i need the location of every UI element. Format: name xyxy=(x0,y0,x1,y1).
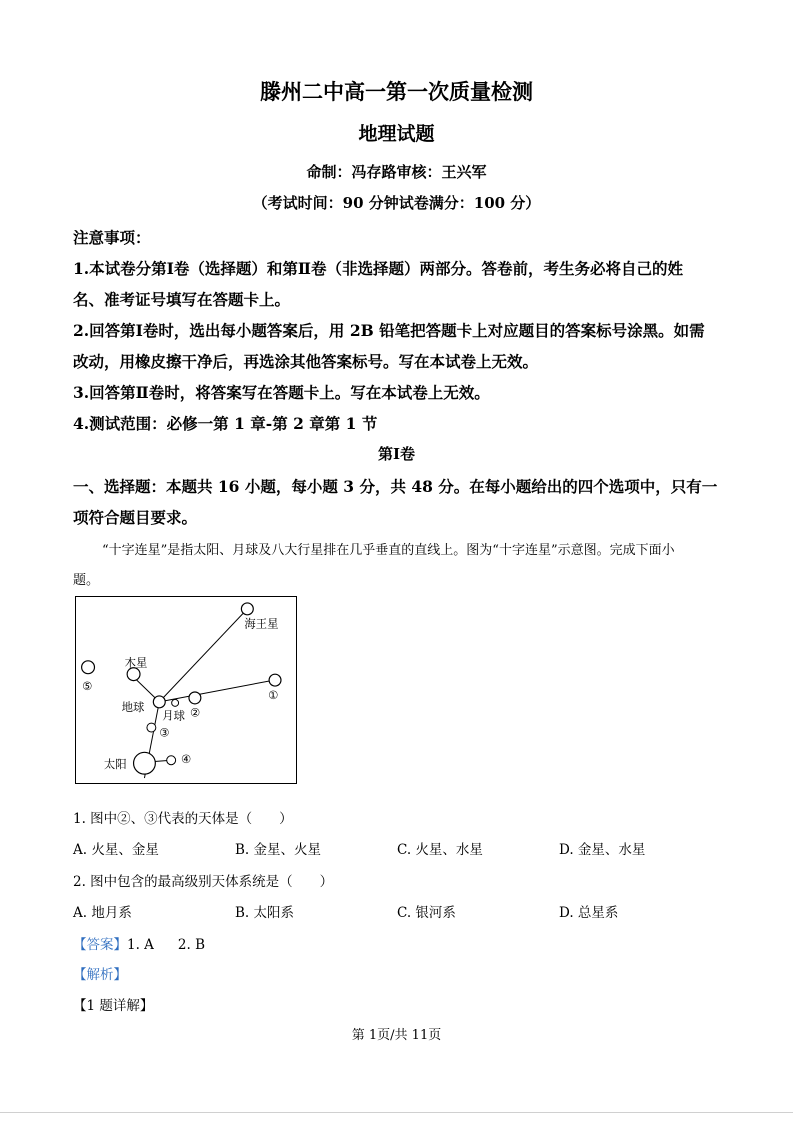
page-number: 第 1页/共 11页 xyxy=(351,1028,442,1043)
planet-4-label: ④ xyxy=(181,752,192,767)
subject-title: 地理试题 xyxy=(358,123,435,145)
q2-option-c[interactable]: C. 银河系 xyxy=(397,905,456,921)
detail-1-tag: 【1 题详解】 xyxy=(73,998,154,1014)
jupiter-label: 木星 xyxy=(124,655,148,670)
cross-alignment-diagram xyxy=(75,596,297,784)
planet-1-body xyxy=(269,674,281,686)
note-2-cont: 改动，用橡皮擦干净后，再选涂其他答案标号。写在本试卷上无效。 xyxy=(73,352,539,371)
planet-2-label: ② xyxy=(189,705,201,720)
note-3: 3.回答第Ⅱ卷时，将答案写在答题卡上。写在本试卷上无效。 xyxy=(73,383,490,402)
jupiter-body xyxy=(127,668,140,681)
question-2-stem: 2. 图中包含的最高级别天体系统是（ ） xyxy=(73,874,334,890)
planet-5-body xyxy=(82,661,95,674)
planet-3-label: ③ xyxy=(159,725,170,740)
answer-1: 1. A xyxy=(127,937,154,953)
note-4: 4.测试范围：必修一第 1 章-第 2 章第 1 节 xyxy=(73,414,378,433)
sun-label: 太阳 xyxy=(103,757,127,772)
moon-label: 月球 xyxy=(162,708,185,723)
planet-4-body xyxy=(167,756,176,765)
section-instruction: 一、选择题：本题共 16 小题，每小题 3 分，共 48 分。在每小题给出的四个选项中，只有一 xyxy=(73,477,718,496)
answer-line xyxy=(73,933,205,953)
planet-1-label: ① xyxy=(268,687,279,702)
page-bottom-divider xyxy=(0,1112,793,1113)
q2-option-a[interactable]: A. 地月系 xyxy=(73,905,132,921)
q2-option-b[interactable]: B. 太阳系 xyxy=(235,905,295,921)
planet-2-body xyxy=(189,692,201,704)
question-1-stem: 1. 图中②、③代表的天体是（ ） xyxy=(73,811,293,827)
note-1-cont: 名、准考证号填写在答题卡上。 xyxy=(73,290,291,309)
authors-line: 命制：冯存路审核：王兴军 xyxy=(306,163,487,181)
earth-body xyxy=(153,696,165,708)
q1-option-d[interactable]: D. 金星、水星 xyxy=(559,842,646,858)
exam-info: （考试时间：90 分钟试卷满分：100 分） xyxy=(252,194,541,212)
passage-line-2: 题。 xyxy=(73,573,100,588)
neptune-label: 海王星 xyxy=(244,616,279,631)
moon-body xyxy=(172,699,179,706)
passage-line-1: “十字连星”是指太阳、月球及八大行星排在几乎垂直的直线上。图为“十字连星”示意图。完成下面小 xyxy=(102,543,675,558)
sun-body xyxy=(134,752,156,774)
exam-title: 滕州二中高一第一次质量检测 xyxy=(260,79,533,104)
notes-heading: 注意事项： xyxy=(73,228,151,247)
q2-option-d[interactable]: D. 总星系 xyxy=(559,905,619,921)
earth-label: 地球 xyxy=(121,699,145,714)
q1-option-c[interactable]: C. 火星、水星 xyxy=(397,842,483,858)
answer-tag: 【答案】 xyxy=(73,937,127,953)
section-instruction-cont: 项符合题目要求。 xyxy=(73,508,198,527)
q1-option-a[interactable]: A. 火星、金星 xyxy=(73,842,159,858)
planet-3-body xyxy=(147,723,156,732)
note-2: 2.回答第Ⅰ卷时，选出每小题答案后，用 2B 铅笔把答题卡上对应题目的答案标号涂黑。如需 xyxy=(73,321,705,340)
neptune-body xyxy=(241,603,253,615)
q1-option-b[interactable]: B. 金星、火星 xyxy=(235,842,322,858)
analysis-tag: 【解析】 xyxy=(73,967,127,983)
answer-2: 2. B xyxy=(177,937,206,953)
planet-5-label: ⑤ xyxy=(82,679,93,693)
note-1: 1.本试卷分第Ⅰ卷（选择题）和第Ⅱ卷（非选择题）两部分。答卷前，考生务必将自己的姓 xyxy=(73,259,683,278)
section-title: 第Ⅰ卷 xyxy=(377,445,416,463)
